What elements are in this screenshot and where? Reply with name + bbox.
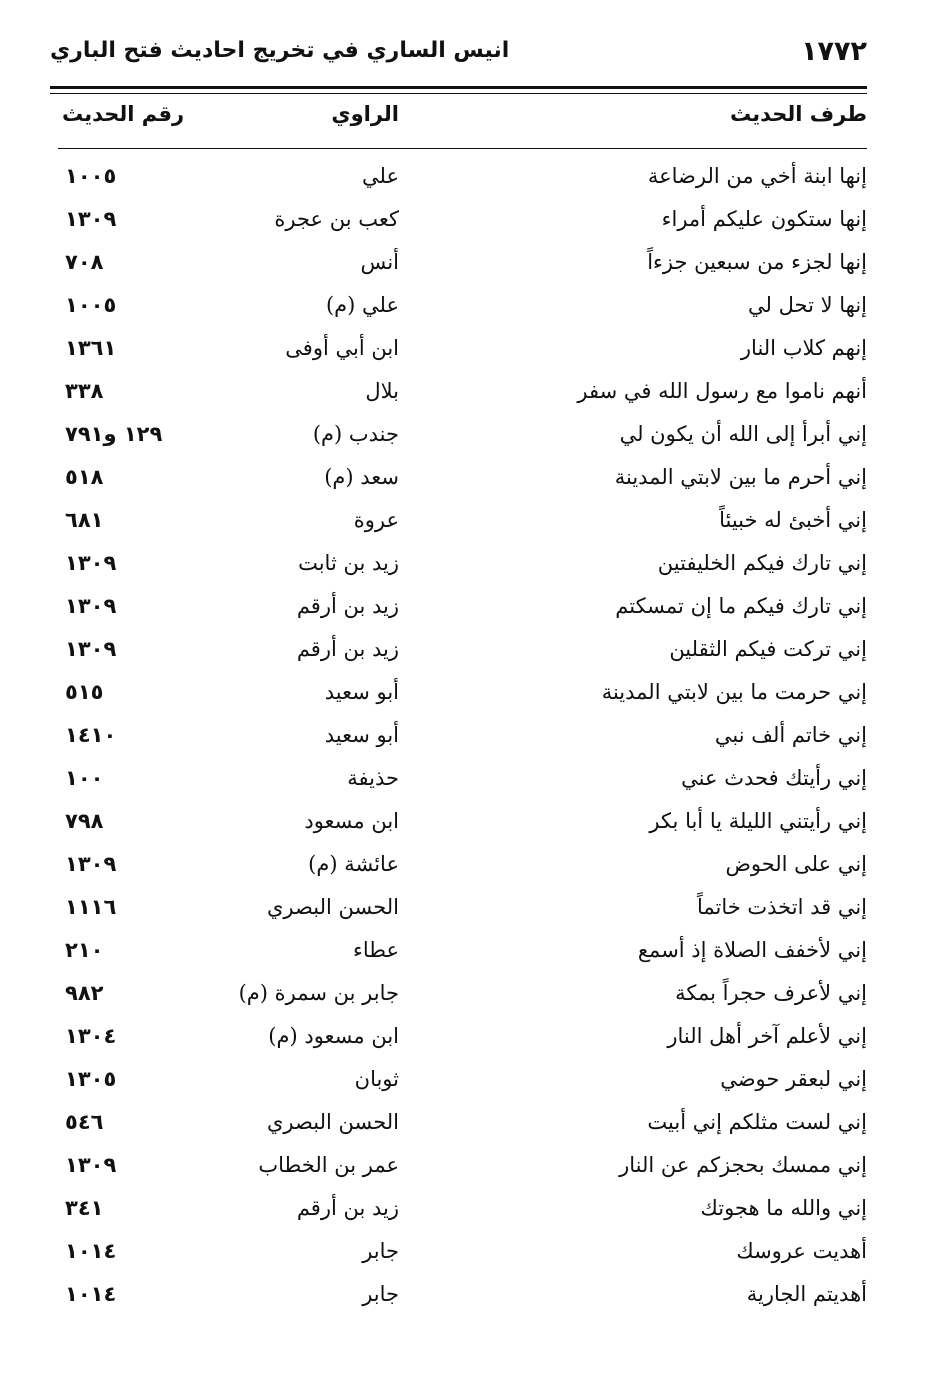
- hadith-number-cell: ١٣٠٥: [65, 1067, 117, 1091]
- hadith-number-cell: ١٣٠٩: [65, 551, 117, 575]
- hadith-cell: إني أحرم ما بين لابتي المدينة: [614, 465, 867, 489]
- table-row: [50, 802, 867, 845]
- table-row: [50, 1232, 867, 1275]
- table-row: [50, 415, 867, 458]
- running-header: [50, 36, 867, 76]
- hadith-cell: إنها ستكون عليكم أمراء: [661, 207, 867, 231]
- index-table: [50, 157, 867, 1318]
- hadith-cell: إنها لجزء من سبعين جزءاً: [647, 250, 867, 274]
- header-rule-thin: [50, 93, 867, 94]
- narrator-cell: جابر بن سمرة (م): [238, 981, 399, 1005]
- hadith-number-cell: ٩٨٢: [65, 981, 104, 1005]
- hadith-cell: إني تركت فيكم الثقلين: [669, 637, 867, 661]
- narrator-cell: عمر بن الخطاب: [258, 1153, 399, 1177]
- table-row: [50, 329, 867, 372]
- hadith-cell: أهديت عروسك: [736, 1239, 867, 1263]
- narrator-cell: أنس: [360, 250, 399, 274]
- table-row: [50, 372, 867, 415]
- book-title: انيس الساري في تخريج احاديث فتح الباري: [50, 38, 510, 63]
- table-row: [50, 157, 867, 200]
- hadith-cell: أنهم ناموا مع رسول الله في سفر: [577, 379, 867, 403]
- table-row: [50, 630, 867, 673]
- hadith-cell: إني رأيتك فحدث عني: [681, 766, 867, 790]
- hadith-number-cell: ٥١٨: [65, 465, 104, 489]
- hadith-number-cell: ١١١٦: [65, 895, 117, 919]
- table-row: [50, 845, 867, 888]
- hadith-cell: إني والله ما هجوتك: [700, 1196, 867, 1220]
- hadith-cell: أهديتم الجارية: [746, 1282, 867, 1306]
- hadith-number-cell: ١٠٠: [65, 766, 104, 790]
- narrator-cell: عروة: [353, 508, 399, 532]
- narrator-cell: زيد بن أرقم: [296, 637, 399, 661]
- narrator-cell: زيد بن ثابت: [298, 551, 399, 575]
- column-header-rule: [58, 148, 867, 149]
- hadith-cell: إنهم كلاب النار: [740, 336, 867, 360]
- hadith-cell: إني قد اتخذت خاتماً: [696, 895, 867, 919]
- hadith-cell: إني حرمت ما بين لابتي المدينة: [601, 680, 867, 704]
- hadith-number-cell: ١٠١٤: [65, 1239, 117, 1263]
- hadith-cell: إني تارك فيكم الخليفتين: [657, 551, 867, 575]
- hadith-number-cell: ٧٩٨: [65, 809, 104, 833]
- hadith-cell: إني رأيتني الليلة يا أبا بكر: [649, 809, 867, 833]
- narrator-cell: أبو سعيد: [324, 680, 399, 704]
- table-row: [50, 1060, 867, 1103]
- hadith-number-cell: ١٢٩ و٧٩١: [65, 422, 163, 446]
- hadith-number-cell: ٧٠٨: [65, 250, 104, 274]
- column-headers: [50, 102, 867, 142]
- hadith-cell: إنها ابنة أخي من الرضاعة: [647, 164, 867, 188]
- table-row: [50, 1275, 867, 1318]
- hadith-number-cell: ١٣٠٩: [65, 1153, 117, 1177]
- table-row: [50, 759, 867, 802]
- narrator-cell: جابر: [362, 1282, 399, 1306]
- narrator-cell: علي (م): [325, 293, 399, 317]
- hadith-cell: إني لأعرف حجراً بمكة: [675, 981, 867, 1005]
- hadith-number-cell: ٥٤٦: [65, 1110, 104, 1134]
- hadith-number-cell: ١٣٦١: [65, 336, 117, 360]
- hadith-number-cell: ٣٤١: [65, 1196, 104, 1220]
- narrator-cell: حذيفة: [347, 766, 399, 790]
- narrator-cell: جندب (م): [312, 422, 399, 446]
- hadith-cell: إني ممسك بحجزكم عن النار: [619, 1153, 867, 1177]
- narrator-cell: زيد بن أرقم: [296, 594, 399, 618]
- hadith-cell: إني لست مثلكم إني أبيت: [647, 1110, 867, 1134]
- hadith-number-cell: ١٣٠٩: [65, 637, 117, 661]
- narrator-cell: الحسن البصري: [267, 1110, 399, 1134]
- narrator-cell: جابر: [362, 1239, 399, 1263]
- hadith-cell: إني لبعقر حوضي: [720, 1067, 867, 1091]
- table-row: [50, 243, 867, 286]
- table-row: [50, 931, 867, 974]
- narrator-cell: ابن مسعود: [304, 809, 399, 833]
- narrator-cell: سعد (م): [324, 465, 399, 489]
- hadith-cell: إني تارك فيكم ما إن تمسكتم: [615, 594, 867, 618]
- hadith-number-cell: ٥١٥: [65, 680, 104, 704]
- table-row: [50, 1189, 867, 1232]
- hadith-number-cell: ٣٣٨: [65, 379, 104, 403]
- page-number: ١٧٧٢: [801, 36, 867, 67]
- table-row: [50, 1146, 867, 1189]
- table-row: [50, 286, 867, 329]
- hadith-cell: إني على الحوض: [725, 852, 867, 876]
- narrator-cell: أبو سعيد: [324, 723, 399, 747]
- hadith-number-cell: ١٠٠٥: [65, 293, 117, 317]
- table-row: [50, 888, 867, 931]
- table-row: [50, 673, 867, 716]
- hadith-number-cell: ١٤١٠: [65, 723, 117, 747]
- hadith-number-cell: ١٠١٤: [65, 1282, 117, 1306]
- narrator-cell: الحسن البصري: [267, 895, 399, 919]
- narrator-cell: علي: [362, 164, 399, 188]
- narrator-cell: ابن أبي أوفى: [285, 336, 399, 360]
- header-rule-thick: [50, 86, 867, 89]
- column-header-hadith: طرف الحديث: [729, 102, 867, 126]
- hadith-cell: إنها لا تحل لي: [748, 293, 867, 317]
- hadith-cell: إني لأعلم آخر أهل النار: [667, 1024, 867, 1048]
- table-row: [50, 200, 867, 243]
- table-row: [50, 1103, 867, 1146]
- hadith-number-cell: ١٣٠٩: [65, 852, 117, 876]
- narrator-cell: بلال: [365, 379, 399, 403]
- hadith-number-cell: ١٠٠٥: [65, 164, 117, 188]
- narrator-cell: ابن مسعود (م): [268, 1024, 399, 1048]
- table-row: [50, 1017, 867, 1060]
- narrator-cell: ثوبان: [354, 1067, 399, 1091]
- table-row: [50, 501, 867, 544]
- hadith-number-cell: ٢١٠: [65, 938, 104, 962]
- hadith-cell: إني أبرأ إلى الله أن يكون لي: [619, 422, 867, 446]
- narrator-cell: زيد بن أرقم: [296, 1196, 399, 1220]
- hadith-number-cell: ٦٨١: [65, 508, 104, 532]
- hadith-cell: إني لأخفف الصلاة إذ أسمع: [637, 938, 867, 962]
- table-row: [50, 544, 867, 587]
- table-row: [50, 974, 867, 1017]
- column-header-narrator: الراوي: [331, 102, 399, 126]
- hadith-cell: إني أخبئ له خبيئاً: [719, 508, 867, 532]
- narrator-cell: عطاء: [352, 938, 399, 962]
- table-row: [50, 458, 867, 501]
- column-header-number: رقم الحديث: [62, 102, 185, 126]
- narrator-cell: كعب بن عجرة: [274, 207, 399, 231]
- table-row: [50, 716, 867, 759]
- hadith-number-cell: ١٣٠٩: [65, 594, 117, 618]
- narrator-cell: عائشة (م): [308, 852, 399, 876]
- hadith-number-cell: ١٣٠٤: [65, 1024, 117, 1048]
- hadith-cell: إني خاتم ألف نبي: [714, 723, 867, 747]
- hadith-number-cell: ١٣٠٩: [65, 207, 117, 231]
- table-row: [50, 587, 867, 630]
